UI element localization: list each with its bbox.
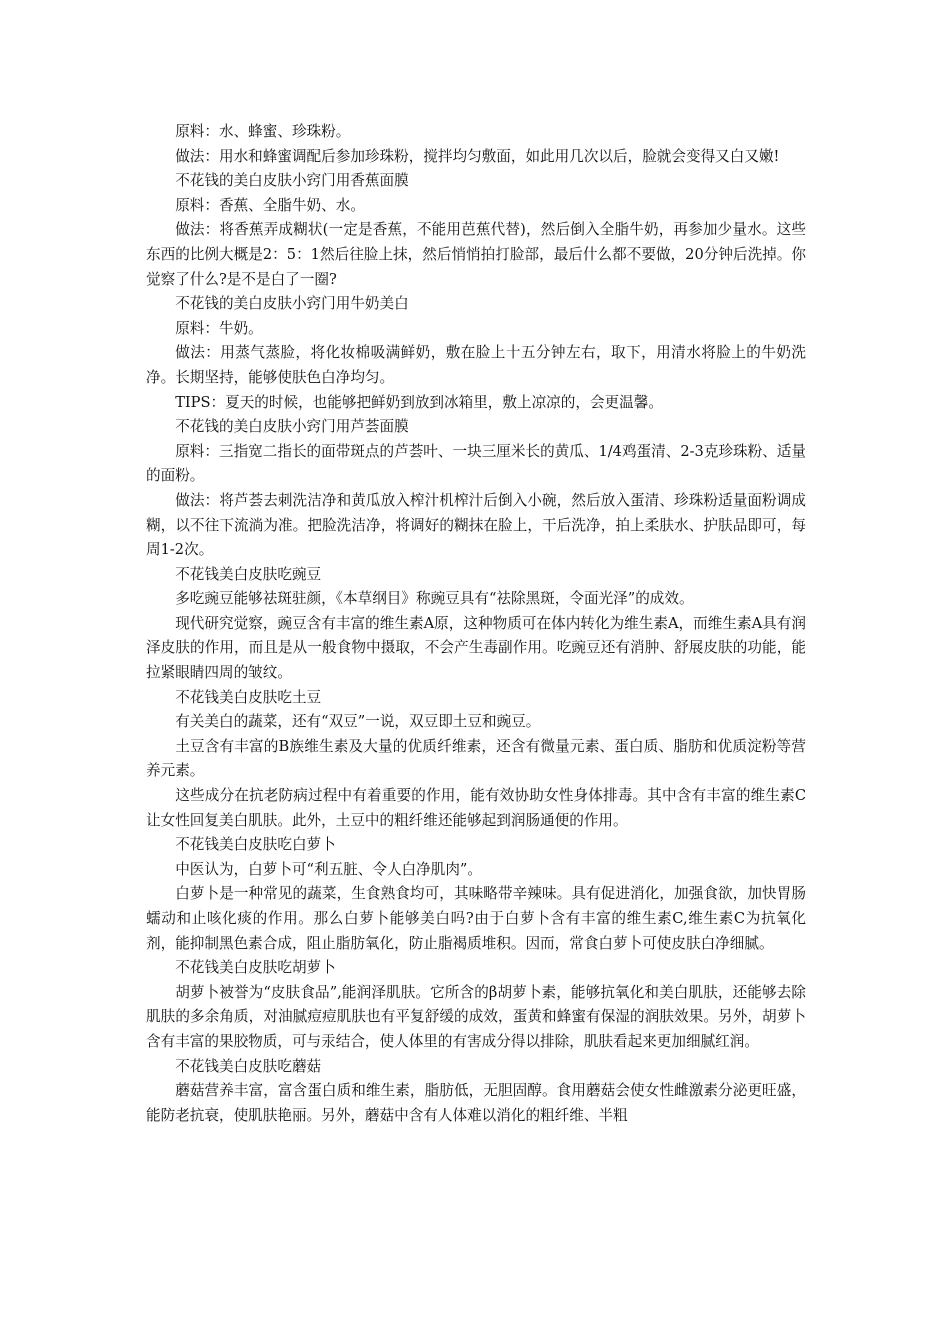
paragraph: 原料：水、蜂蜜、珍珠粉。 (175, 123, 351, 140)
paragraph: 有关美白的蔬菜，还有“双豆”一说，双豆即土豆和豌豆。 (175, 713, 541, 731)
section-heading: 不花钱的美白皮肤小窍门用芦荟面膜 (175, 418, 409, 436)
paragraph: 做法：将芦荟去刺洗洁净和黄瓜放入榨汁机榨汁后倒入小碗，然后放入蛋清、珍珠粉适量面粉调成糊，以不往下流淌为准。把脸洗洁净，将调好的糊抹在脸上，干后洗净，拍上柔肤水、护肤品即可，每周1-2次。 (146, 491, 806, 559)
section-heading: 不花钱的美白皮肤小窍门用牛奶美白 (175, 295, 409, 313)
paragraph: 现代研究觉察，豌豆含有丰富的维生素A原，这种物质可在体内转化为维生素A，而维生素A具有润泽皮肤的作用，而且是从一般食物中摄取，不会产生毒副作用。吃豌豆还有消肿、舒展皮肤的功能，能拉紧眼睛四周的皱纹。 (146, 614, 806, 682)
paragraph: 白萝卜是一种常见的蔬菜，生食熟食均可，其味略带辛辣味。具有促进消化，加强食欲，加快胃肠蠕动和止咳化痰的作用。那么白萝卜能够美白吗?由于白萝卜含有丰富的维生素C,维生素C为抗氧化剂，能抑制黑色素合成，阻止脂肪氧化，防止脂褐质堆积。因而，常食白萝卜可使皮肤白净细腻。 (146, 885, 806, 952)
paragraph: 做法：用蒸气蒸脸，将化妆棉吸满鲜奶，敷在脸上十五分钟左右，取下，用清水将脸上的牛奶洗净。长期坚持，能够使肤色白净均匀。 (146, 344, 806, 386)
section-heading: 不花钱美白皮肤吃胡萝卜 (175, 959, 336, 977)
paragraph: 这些成分在抗老防病过程中有着重要的作用，能有效协助女性身体排毒。其中含有丰富的维生素C让女性回复美白肌肤。此外，土豆中的粗纤维还能够起到润肠通便的作用。 (146, 787, 806, 829)
paragraph: 做法：将香蕉弄成糊状(一定是香蕉，不能用芭蕉代替)，然后倒入全脂牛奶，再参加少量水。这些东西的比例大概是2：5：1然后往脸上抹，然后悄悄拍打脸部，最后什么都不要做，20分钟后洗掉。你觉察了什么?是不是白了一圈? (146, 221, 806, 288)
paragraph: 土豆含有丰富的B族维生素及大量的优质纤维素，还含有微量元素、蛋白质、脂肪和优质淀粉等营养元素。 (146, 737, 806, 780)
paragraph: 多吃豌豆能够祛斑驻颜，《本草纲目》称豌豆具有“祛除黑斑，令面光泽”的成效。 (175, 590, 694, 608)
paragraph: 原料：香蕉、全脂牛奶、水。 (175, 196, 365, 214)
paragraph: 原料：牛奶。 (175, 319, 263, 337)
paragraph: 胡萝卜被誉为“皮肤食品”,能润泽肌肤。它所含的β胡萝卜素，能够抗氧化和美白肌肤，还能够去除肌肤的多余角质，对油腻痘痘肌肤也有平复舒缓的成效，蛋黄和蜂蜜有保湿的润肤效果。另外，胡萝卜含有丰富的果胶物质，可与汞结合，使人体里的有害成分得以排除，肌肤看起来更加细腻红润。 (146, 983, 806, 1050)
section-heading: 不花钱的美白皮肤小窍门用香蕉面膜 (175, 172, 409, 190)
section-heading: 不花钱美白皮肤吃豌豆 (175, 565, 322, 583)
tip-paragraph: TIPS：夏天的时候，也能够把鲜奶到放到冰箱里，敷上凉凉的，会更温馨。 (175, 393, 663, 411)
paragraph: 蘑菇营养丰富，富含蛋白质和维生素，脂肪低，无胆固醇。食用蘑菇会使女性雌激素分泌更旺盛，能防老抗衰，使肌肤艳丽。另外，蘑菇中含有人体难以消化的粗纤维、半粗 (146, 1082, 806, 1124)
document-body (146, 120, 806, 1128)
paragraph: 中医认为，白萝卜可“利五脏、令人白净肌肉”。 (175, 860, 482, 878)
section-heading: 不花钱美白皮肤吃白萝卜 (175, 836, 336, 854)
paragraph: 做法：用水和蜂蜜调配后参加珍珠粉，搅拌均匀敷面，如此用几次以后，脸就会变得又白又嫩! (175, 147, 780, 165)
section-heading: 不花钱美白皮肤吃蘑菇 (175, 1057, 322, 1075)
paragraph: 原料：三指宽二指长的面带斑点的芦荟叶、一块三厘米长的黄瓜、1/4鸡蛋清、2-3克珍珠粉、适量的面粉。 (146, 442, 806, 485)
section-heading: 不花钱美白皮肤吃土豆 (175, 688, 322, 706)
